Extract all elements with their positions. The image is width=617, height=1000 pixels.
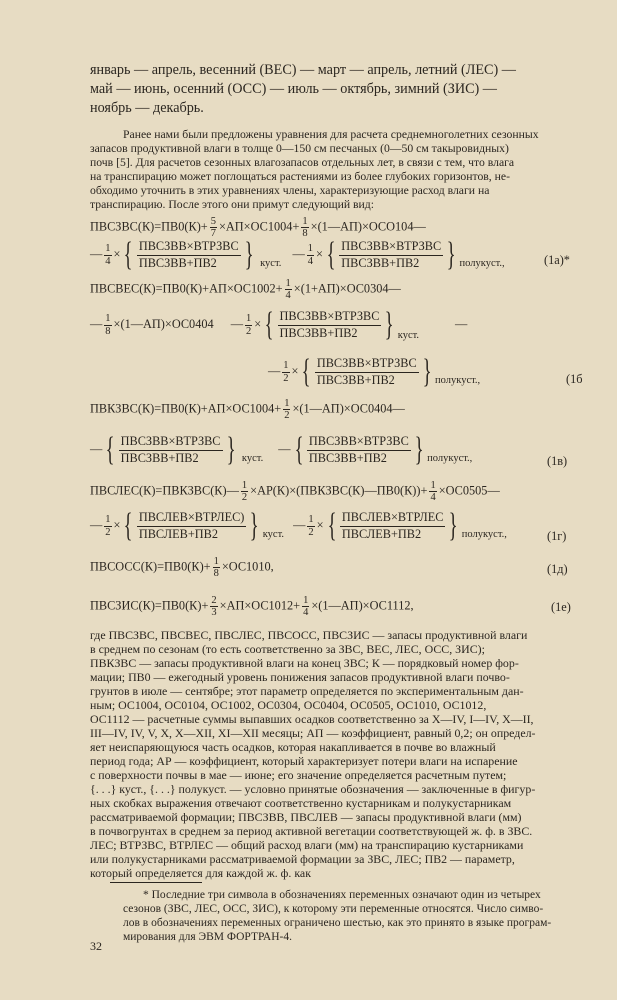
eq-1g-fraction-1-num: 1: [241, 480, 248, 491]
eq-1g-times: ×: [113, 517, 121, 532]
eq-1a-fraction-2-den: 8: [302, 228, 308, 240]
eq-1v-kust-label: куст.: [241, 452, 264, 464]
eq-1e-mid: ×АП×ОС1012+: [219, 598, 301, 613]
eq-1b-times: ×: [254, 316, 262, 331]
equation-1v-line-2: [90, 433, 472, 467]
eq-1b-fraction-2-den: 8: [105, 325, 111, 337]
left-brace: {: [124, 236, 134, 273]
eq-1b-trailing-minus: —: [455, 316, 468, 331]
eq-1b-brace-fraction-2: [315, 356, 419, 388]
eq-1b-fraction-4: [282, 360, 289, 383]
eq-1a-brace-fraction-1: [137, 239, 241, 271]
eq-1b-fraction-1: [285, 278, 292, 301]
eq-1g-fraction-4: [307, 514, 314, 537]
left-brace: {: [124, 507, 134, 544]
eq-1e-fraction-1: [210, 595, 217, 618]
explanation-line-3: ПВКЗВС — запасы продуктивной влаги на конец ЗВС; К — порядковый номер фор-: [90, 656, 519, 670]
footnote-line-3: лов в обозначениях переменных ограничено шестью, как это принято в языке програм-: [123, 917, 552, 929]
eq-1v-brace-fraction-1-den: ПВСЗВВ+ПВ2: [119, 450, 223, 466]
intro-line-3: ноябрь — декабрь.: [90, 100, 204, 116]
eq-1v-polukust-label: полукуст.,: [427, 452, 473, 464]
eq-1a-times-2: ×: [316, 246, 323, 261]
footnote-rule: [110, 882, 202, 883]
eq-1a-fraction-3-den: 4: [105, 255, 111, 267]
eq-1b-minus-2: —: [230, 316, 244, 331]
eq-1e-fraction-2-num: 1: [303, 595, 309, 606]
equation-1d: [90, 556, 274, 579]
eq-1g-fraction-2-den: 4: [430, 492, 436, 504]
para-line-1: Ранее нами были предложены уравнения для расчета среднемноголетних сезонных: [123, 128, 539, 141]
eq-1d-lhs: ПВСОСС(К)=ПВ0(К)+: [90, 559, 211, 574]
eq-1g-fraction-2-num: 1: [430, 480, 436, 491]
eq-1d-fraction-1: [213, 556, 220, 579]
explanation-line-13: ных скобках выражения отвечают соответственно кустарникам и полукустарникам: [90, 796, 512, 810]
eq-1v-brace-fraction-1: [119, 434, 223, 466]
explanation-line-4: мации; ПВ0 — ежегодный уровень понижения запасов продуктивной влаги почво-: [90, 670, 510, 684]
left-brace: {: [264, 306, 274, 343]
eq-1d-fraction-1-den: 8: [213, 568, 219, 580]
eq-1g-kust-label: куст.: [262, 528, 285, 540]
eq-1a-minus: —: [90, 246, 103, 261]
explanation-line-12: {. . .} куст., {. . .} полукуст. — условно принятые обозначения — заключенные в фигур-: [90, 782, 536, 796]
right-brace: }: [449, 507, 459, 544]
right-brace: }: [226, 431, 236, 468]
eq-1a-fraction-2-num: 1: [302, 216, 308, 227]
eq-1b-brace-fraction-1: [278, 309, 382, 341]
eq-1b-fraction-1-den: 4: [285, 290, 291, 302]
eq-1g-brace-fraction-2: [340, 510, 446, 542]
eq-1a-brace-fraction-1-den: ПВСЗВВ+ПВ2: [137, 255, 241, 271]
right-brace: }: [385, 306, 395, 343]
eq-1g-fraction-3-den: 2: [105, 526, 111, 538]
eq-1b-brace-fraction-2-den: ПВСЗВВ+ПВ2: [315, 372, 419, 388]
page-number: 32: [90, 939, 102, 953]
explanation-line-14: рассматриваемой формации; ПВСЗВВ, ПВСЛЕВ — запасы продуктивной влаги (мм): [90, 810, 522, 824]
eq-1a-brace-fraction-2-num: ПВСЗВВ×ВТРЗВС: [341, 239, 442, 254]
eq-1b-fraction-2: [104, 313, 111, 336]
eq-1g-fraction-4-den: 2: [308, 526, 314, 538]
explanation-line-9: яет неиспаряющуюся часть осадков, которая накапливается в почве во влажный: [90, 740, 496, 754]
eq-1b-times-2: ×: [291, 363, 299, 378]
eq-1b-fraction-2-num: 1: [105, 313, 111, 325]
eq-1g-minus-2: —: [293, 517, 306, 532]
eq-1g-brace-fraction-1-num: ПВСЛЕВ×ВТРЛЕС): [138, 510, 245, 525]
explanation-line-5: грунтов в июле — сентябре; этот параметр определяется по экспериментальным дан-: [90, 684, 524, 698]
intro-line-1: январь — апрель, весенний (ВЕС) — март — апрель, летний (ЛЕС) —: [90, 62, 516, 78]
eq-1g-brace-fraction-1: [137, 510, 247, 542]
eq-1a-lhs: ПВСЗВС(К)=ПВ0(К)+: [90, 219, 208, 234]
eq-1v-brace-fraction-2-den: ПВСЗВВ+ПВ2: [307, 450, 411, 466]
eq-1g-number: (1г): [547, 529, 567, 543]
left-brace: {: [294, 431, 304, 468]
equation-1b-line-2: [90, 308, 467, 342]
eq-1b-brace-fraction-2-num: ПВСЗВВ×ВТРЗВС: [316, 356, 417, 371]
para-line-4: на транспирацию может поглощаться растениями из более глубоких горизонтов, не-: [90, 170, 510, 183]
equation-1a-line-2: [90, 238, 505, 272]
footnote-line-2: сезонов (ЗВС, ЛЕС, ОСС, ЗИС), к которому эти переменные относятся. Число симво-: [123, 903, 544, 915]
eq-1g-fraction-3: [104, 514, 111, 537]
eq-1g-mid: ×АР(К)×(ПВКЗВС(К)—ПВ0(К))+: [250, 483, 428, 498]
equation-1b-line-3: [268, 355, 480, 389]
eq-1a-fraction-4: [307, 243, 314, 266]
eq-1v-end: ×(1—АП)×ОС0404—: [292, 401, 405, 416]
eq-1e-end: ×(1—АП)×ОС1112,: [311, 598, 414, 613]
eq-1b-fraction-3-den: 2: [246, 325, 252, 337]
explanation-line-7: ОС1112 — расчетные суммы выпавших осадков соответственно за X—IV, I—IV, X—II,: [90, 712, 534, 726]
eq-1g-brace-fraction-2-den: ПВСЛЕВ+ПВ2: [340, 526, 446, 542]
eq-1v-brace-fraction-2-num: ПВСЗВВ×ВТРЗВС: [308, 434, 409, 449]
eq-1b-number: (1б: [566, 372, 583, 386]
eq-1a-minus-2: —: [292, 246, 305, 261]
eq-1v-fraction-1-num: 1: [284, 398, 290, 409]
eq-1b-fraction-3: [245, 313, 252, 336]
explanation-line-15: в почвогрунтах в среднем за период активной вегетации соответствующей ж. ф. в ЗВС.: [90, 824, 533, 838]
eq-1b-minus-3: —: [268, 363, 281, 378]
eq-1b-minus: —: [90, 316, 103, 331]
eq-1v-minus-2: —: [278, 441, 291, 456]
eq-1e-number: (1е): [551, 600, 571, 614]
equation-1a-line-1: [90, 216, 426, 239]
eq-1v-fraction-1-den: 2: [284, 410, 290, 422]
para-line-2: запасов продуктивной влаги в толще 0—150 см песчаных (0—50 см такыровидных): [90, 142, 509, 155]
footnote-line-1: * Последние три символа в обозначениях переменных означают один из четырех: [143, 889, 541, 901]
eq-1a-brace-fraction-1-num: ПВСЗВВ×ВТРЗВС: [138, 239, 239, 254]
eq-1v-number: (1в): [547, 454, 568, 468]
para-line-5: обходимо уточнить в этих уравнениях члены, характеризующие расход влаги на: [90, 184, 490, 197]
eq-1g-end: ×ОС0505—: [438, 483, 500, 498]
eq-1g-fraction-2: [429, 480, 436, 503]
eq-1v-minus: —: [90, 441, 103, 456]
right-brace: }: [414, 431, 424, 468]
right-brace: }: [250, 507, 260, 544]
eq-1v-lhs: ПВКЗВС(К)=ПВ0(К)+АП×ОС1004+: [90, 401, 282, 416]
explanation-line-6: ным; ОС1004, ОС0104, ОС1002, ОС0304, ОС0404, ОС0505, ОС1010, ОС1012,: [90, 698, 487, 712]
eq-1e-lhs: ПВСЗИС(К)=ПВ0(К)+: [90, 598, 209, 613]
eq-1g-lhs: ПВСЛЕС(К)=ПВКЗВС(К)—: [90, 483, 239, 498]
para-line-6: транспирацию. После этого они примут следующий вид:: [90, 198, 375, 211]
eq-1b-end: ×(1+АП)×ОС0304—: [293, 281, 401, 296]
para-line-3: почв [5]. Для расчетов сезонных влагозапасов отдельных лет, в связи с тем, что влага: [90, 156, 515, 169]
eq-1e-fraction-2: [302, 595, 309, 618]
eq-1a-kust-label: куст.: [260, 257, 282, 269]
eq-1a-brace-fraction-2-den: ПВСЗВВ+ПВ2: [339, 255, 443, 271]
eq-1d-fraction-1-num: 1: [213, 556, 219, 567]
eq-1b-fraction-4-den: 2: [283, 372, 289, 384]
explanation-line-11: с поверхности почвы в мае — июне; его значение определяется расчетным путем;: [90, 768, 507, 782]
eq-1b-brace-fraction-1-den: ПВСЗВВ+ПВ2: [278, 325, 382, 341]
eq-1a-number: (1а)*: [544, 253, 570, 267]
eq-1a-fraction-3: [104, 243, 111, 266]
eq-1g-minus: —: [90, 517, 103, 532]
eq-1b-polukust-label: полукуст.,: [435, 374, 481, 386]
eq-1a-times: ×: [113, 246, 121, 261]
equation-1e: [90, 595, 414, 618]
explanation-line-2: в среднем по сезонам (то есть соответственно за ЗВС, ВЕС, ЛЕС, ОСС, ЗИС);: [90, 642, 485, 656]
explanation-line-16: ЛЕС; ВТРЗВС, ВТРЛЕС — общий расход влаги (мм) на транспирацию кустарниками: [90, 838, 524, 852]
equation-1v-line-1: [90, 398, 405, 421]
eq-1a-polukust-label: полукуст.,: [459, 257, 505, 269]
explanation-line-1: где ПВСЗВС, ПВСВЕС, ПВСЛЕС, ПВСОСС, ПВСЗИС — запасы продуктивной влаги: [90, 628, 528, 642]
eq-1v-brace-fraction-1-num: ПВСЗВВ×ВТРЗВС: [120, 434, 221, 449]
eq-1a-fraction-1-den: 7: [210, 228, 216, 240]
eq-1a-fraction-3-num: 1: [105, 243, 111, 255]
eq-1a-fraction-1: [210, 216, 217, 239]
eq-1b-mid: ×(1—АП)×ОС0404: [113, 316, 214, 331]
left-brace: {: [302, 353, 312, 390]
equation-1g-line-1: [90, 480, 500, 503]
eq-1a-end: ×(1—АП)×ОСО104—: [310, 219, 426, 234]
eq-1g-brace-fraction-2-num: ПВСЛЕВ×ВТРЛЕС: [341, 510, 444, 525]
eq-1e-fraction-2-den: 4: [303, 607, 309, 619]
intro-line-2: май — июнь, осенний (ОСС) — июль — октябрь, зимний (ЗИС) —: [90, 81, 497, 97]
eq-1d-number: (1д): [547, 562, 568, 576]
eq-1d-end: ×ОС1010,: [221, 559, 274, 574]
explanation-line-8: III—IV, IV, V, X, X—XII, XI—XII месяцы; АП — коэффициент, равный 0,2; он определ-: [90, 726, 536, 740]
explanation-line-17: или полукустарниками рассматриваемой формации за ЗВС, ЛЕС; ПВ2 — параметр,: [90, 852, 515, 866]
right-brace: }: [244, 236, 254, 273]
eq-1a-fraction-4-num: 1: [307, 243, 314, 255]
equation-1b-line-1: [90, 278, 401, 301]
eq-1b-fraction-1-num: 1: [285, 278, 291, 289]
eq-1b-fraction-4-num: 1: [283, 360, 289, 372]
eq-1g-times-2: ×: [316, 517, 324, 532]
eq-1a-brace-fraction-2: [339, 239, 443, 271]
eq-1e-fraction-1-den: 3: [211, 607, 217, 619]
eq-1a-fraction-2: [301, 216, 308, 239]
eq-1v-fraction-1: [283, 398, 290, 421]
eq-1a-mid: ×АП×ОС1004+: [218, 219, 300, 234]
right-brace: }: [446, 236, 456, 273]
eq-1b-kust-label: куст.: [397, 329, 420, 341]
explanation-line-18: который определяется для каждой ж. ф. как: [90, 866, 311, 880]
eq-1v-brace-fraction-2: [307, 434, 411, 466]
eq-1g-brace-fraction-1-den: ПВСЛЕВ+ПВ2: [137, 526, 247, 542]
eq-1e-fraction-1-num: 2: [211, 595, 217, 606]
eq-1g-fraction-3-num: 1: [105, 514, 111, 526]
eq-1b-brace-fraction-1-num: ПВСЗВВ×ВТРЗВС: [279, 309, 380, 324]
eq-1b-fraction-3-num: 1: [246, 313, 252, 325]
equation-1g-line-2: [90, 509, 507, 543]
eq-1a-fraction-1-num: 5: [210, 216, 216, 227]
eq-1g-fraction-4-num: 1: [308, 514, 314, 526]
explanation-line-10: период года; АР — коэффициент, который характеризует потери влаги на испарение: [90, 754, 518, 768]
right-brace: }: [422, 353, 432, 390]
eq-1g-polukust-label: полукуст.,: [461, 528, 507, 540]
footnote-line-4: мирования для ЭВМ ФОРТРАН-4.: [123, 931, 292, 943]
eq-1b-lhs: ПВСВЕС(К)=ПВ0(К)+АП×ОС1002+: [90, 281, 283, 296]
eq-1a-fraction-4-den: 4: [307, 255, 314, 267]
eq-1g-fraction-1: [241, 480, 248, 503]
eq-1g-fraction-1-den: 2: [241, 492, 248, 504]
left-brace: {: [105, 431, 115, 468]
left-brace: {: [327, 507, 337, 544]
left-brace: {: [326, 236, 336, 273]
